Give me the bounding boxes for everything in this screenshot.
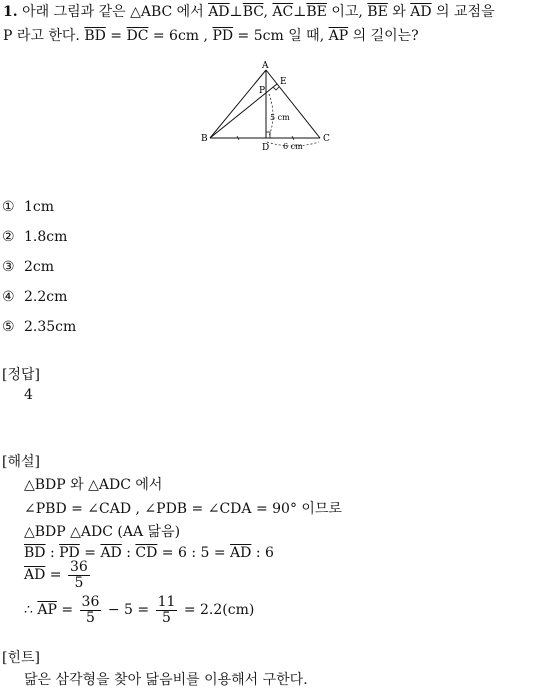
option-number: ①: [2, 199, 15, 215]
q-text: P 라고 한다.: [3, 28, 85, 44]
option-2[interactable]: [2, 229, 67, 245]
segment-ac: $\overline{AC}$: [272, 4, 294, 20]
segment-ad: $\overline{AD}$: [100, 545, 122, 561]
q-text: 이고,: [326, 4, 368, 20]
segment-cd: $\overline{CD}$: [135, 545, 158, 561]
segment-be: $\overline{BE}$: [367, 4, 388, 20]
explanation-line-2: ∠PBD = ∠CAD , ∠PDB = ∠CDA = 90° 이므로: [24, 501, 342, 517]
equals-sign: =: [61, 602, 74, 619]
segment-pd: $\overline{PD}$: [59, 545, 80, 561]
expr-text: = 6 : 5 =: [157, 545, 231, 561]
label-dc-length: 6 cm: [283, 142, 303, 151]
option-4[interactable]: [2, 289, 67, 305]
option-text: 2.35cm: [24, 319, 77, 335]
segment-ad: $\overline{AD}$: [24, 567, 46, 584]
fraction: [80, 595, 102, 625]
fraction-numerator: 36: [69, 559, 88, 575]
perp-symbol: ⊥: [229, 4, 243, 20]
answer-value: 4: [24, 387, 33, 403]
fraction: [68, 560, 90, 590]
segment-ap: $\overline{AP}$: [37, 602, 57, 619]
option-1[interactable]: [2, 199, 54, 215]
expr-text: = 2.2(cm): [183, 602, 255, 619]
option-text: 1cm: [24, 199, 55, 215]
hint-header: [힌트]: [2, 650, 40, 666]
triangle-figure: [195, 58, 340, 153]
explanation-line-4: [24, 545, 274, 561]
segment-dc: $\overline{DC}$: [126, 28, 149, 44]
therefore-symbol: ∴: [24, 602, 33, 619]
perp-symbol: ⊥: [293, 4, 307, 20]
explanation-line-3: △BDP △ADC (AA 닮음): [24, 524, 181, 540]
equals-sign: =: [49, 567, 62, 584]
option-text: 2.2cm: [24, 289, 68, 305]
expr-text: − 5 =: [107, 602, 150, 619]
segment-be: $\overline{BE}$: [306, 4, 327, 20]
explanation-line-5: [24, 560, 92, 590]
side-ac: [266, 70, 320, 138]
expr-text: : 6: [251, 545, 274, 561]
option-text: 2cm: [24, 259, 55, 275]
fraction-denominator: 5: [86, 609, 95, 626]
label-a: A: [262, 61, 269, 71]
q-text: = 6cm ,: [148, 28, 213, 44]
option-number: ⑤: [2, 319, 15, 335]
label-c: C: [323, 134, 330, 144]
question-number: 1.: [3, 4, 18, 20]
fraction-numerator: 36: [81, 594, 100, 610]
option-number: ④: [2, 289, 15, 305]
q-text: 의 길이는?: [348, 28, 419, 44]
option-number: ③: [2, 259, 15, 275]
fraction-numerator: 11: [157, 594, 176, 610]
expr-text: :: [121, 545, 136, 561]
fraction-denominator: 5: [162, 609, 171, 626]
q-text: 와: [387, 4, 411, 20]
right-angle-e: [273, 87, 279, 90]
label-d: D: [262, 143, 270, 153]
segment-ad: $\overline{AD}$: [208, 4, 230, 20]
segment-ad: $\overline{AD}$: [410, 4, 432, 20]
hint-text: 닮은 삼각형을 찾아 닮음비를 이용해서 구한다.: [24, 672, 308, 688]
q-text: 의 교점을: [431, 4, 495, 20]
expr-text: :: [45, 545, 60, 561]
segment-ap: $\overline{AP}$: [328, 28, 349, 44]
segment-pd: $\overline{PD}$: [212, 28, 234, 44]
question-line-2: [3, 25, 419, 45]
label-e: E: [280, 77, 287, 87]
segment-bc: $\overline{BC}$: [242, 4, 264, 20]
option-5[interactable]: [2, 319, 76, 335]
q-text: ,: [263, 4, 273, 20]
question-line-1: [3, 1, 495, 21]
label-p: P: [259, 86, 266, 96]
option-number: ②: [2, 229, 15, 245]
segment-ad: $\overline{AD}$: [230, 545, 252, 561]
answer-header: [정답]: [2, 367, 40, 383]
fraction-denominator: 5: [74, 574, 84, 591]
explanation-header: [해설]: [2, 454, 40, 470]
side-ab: [210, 70, 266, 138]
segment-bd: $\overline{BD}$: [24, 545, 46, 561]
explanation-line-6: [24, 595, 254, 625]
expr-text: =: [79, 545, 101, 561]
option-text: 1.8cm: [24, 229, 68, 245]
q-text: =: [105, 28, 127, 44]
altitude-be: [210, 84, 277, 138]
explanation-line-1: △BDP 와 △ADC 에서: [24, 477, 163, 493]
q-text: 아래 그림과 같은 △ABC 에서: [22, 4, 209, 20]
label-b: B: [201, 134, 208, 144]
q-text: = 5cm 일 때,: [233, 28, 329, 44]
segment-bd: $\overline{BD}$: [84, 28, 106, 44]
label-pd-length: 5 cm: [270, 113, 290, 122]
fraction: [156, 595, 178, 625]
option-3[interactable]: [2, 259, 54, 275]
